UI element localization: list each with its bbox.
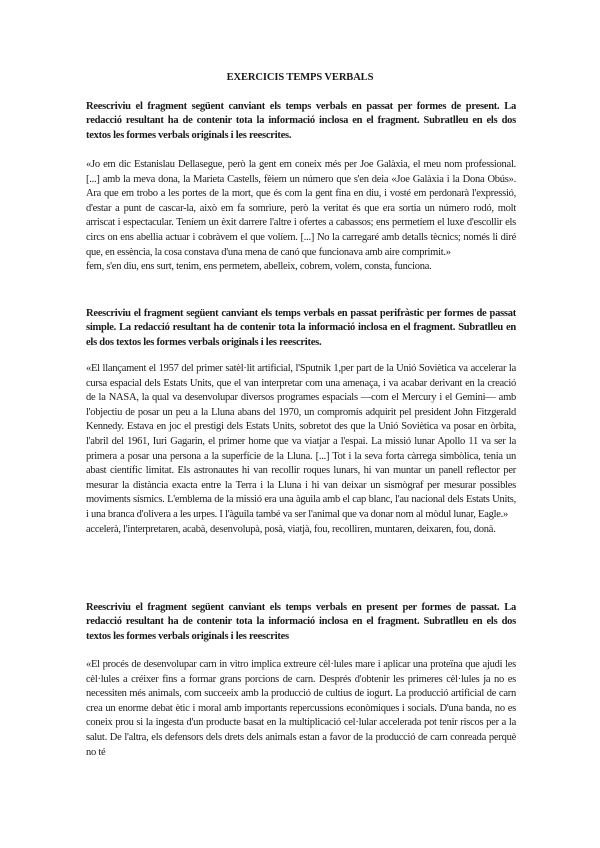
section-3-body (86, 658, 516, 760)
section-3-passage: «El procés de desenvolupar carn in vitro implica extreure cèl·lules mare i aplicar una proteïna que ajudi les cèl·lules a créixer fins a formar grans porcions de carn. Després d'obtenir les primeres cèl·lules ja no es necessiten més animals, com succeeix amb la producció de cultius de iogurt. La producció artificial de carn crea un enorme debat ètic i moral amb importants repercussions econòmiques i socials. D'una banda, no es coneix prou si la ingesta d'un producte basat en la multiplicació cel·lular accelerada pot tenir riscos per a la salut. De l'altra, els defensors dels drets dels animals estan a favor de la producció de carn conreada perquè no té (86, 659, 516, 758)
section-2-passage: «El llançament el 1957 del primer satèl·lit artificial, l'Sputnik 1,per part de la Unió Soviètica va accelerar la cursa espacial dels Estats Units, que el van interpretar com una amenaça, i va acabar derivant en la creació de la NASA, la qual va desenvolupar diversos programes espacials —com el Mercury i el Gemini— amb l'objectiu de posar un peu a la Lluna abans del 1970, un compromís adquirit pel president John Fitzgerald Kennedy. Estava en joc el prestigi dels Estats Units, sobretot des que la Unió Soviètica va posar en òrbita, l'abril del 1961, Iuri Gagarin, el primer home que va viatjar a l'espai. La missió lunar Apollo 11 va ser la primera a posar una persona a la superfície de la Lluna. [...] Tot i la seva forta càrrega simbòlica, tenia un abast científic limitat. Els astronautes hi van recollir roques lunars, hi van muntar un panell reflector per mesurar la distància exacta entre la Terra i la Lluna i hi van deixar un sismògraf per mesurar possibles moviments sísmics. L'emblema de la missió era una àguila amb el cap blanc, l'au nacional dels Estats Units, i una branca d'olivera a les urpes. I l'àguila també va ser l'animal que va donar nom al mòdul lunar, Eagle.» (86, 363, 516, 520)
section-2-body (86, 362, 516, 537)
section-1-answer: fem, s'en diu, ens surt, tenim, ens permetem, abelleix, cobrem, volem, consta, funciona. (86, 261, 432, 273)
section-1 (86, 100, 516, 143)
section-3-instruction: Reescriviu el fragment següent canviant els temps verbals en present per formes de passat. La redacció resultant ha de contenir tota la informació inclosa en el fragment. Subratlleu en els dos textos les formes verbals originals i les reescrites (86, 602, 516, 642)
section-3 (86, 601, 516, 644)
section-1-instruction: Reescriviu el fragment següent canviant els temps verbals en passat per formes de present. La redacció resultant ha de contenir tota la informació inclosa en el fragment. Subratlleu en els dos textos les formes verbals originals i les reescrites. (86, 101, 516, 141)
section-2 (86, 307, 516, 350)
section-2-instruction: Reescriviu el fragment següent canviant els temps verbals en passat perifràstic per formes de passat simple. La redacció resultant ha de contenir tota la informació inclosa en el fragment. Subratlleu en els dos textos les formes verbals originals i les reescrites. (86, 308, 516, 348)
section-1-passage: «Jo em dic Estanislau Dellasegue, però la gent em coneix més per Joe Galàxia, el meu nom professional. [...] amb la meva dona, la Marieta Castells, fèiem un número que s'en deia «Joe Galàxia i la Dona Obús». Ara que em trobo a les portes de la mort, que és com la gent fina en diu, i vosté em perdonarà l'expressió, d'estar a punt de cascar-la, això em fa somriure, però la veritat és que era sortia un número rodó, molt arriscat i espectacular. Teníem un èxit darrere l'altre i ofertes a cabassos; ens permetíem el luxe d'escollir els circs on ens abellia actuar i cobràvem el que volíem. [...] No la carregaré amb detalls tècnics; només li diré que, en essència, la cosa constava d'una mena de canó que funcionava amb aire comprimit.» (86, 159, 516, 258)
document-title: EXERCICIS TEMPS VERBALS (226, 72, 374, 83)
section-1-body (86, 158, 516, 275)
section-2-answer: accelerà, l'interpretaren, acabà, desenvolupà, posà, viatjà, fou, recolliren, muntaren, deixaren, fou, donà. (86, 523, 496, 535)
